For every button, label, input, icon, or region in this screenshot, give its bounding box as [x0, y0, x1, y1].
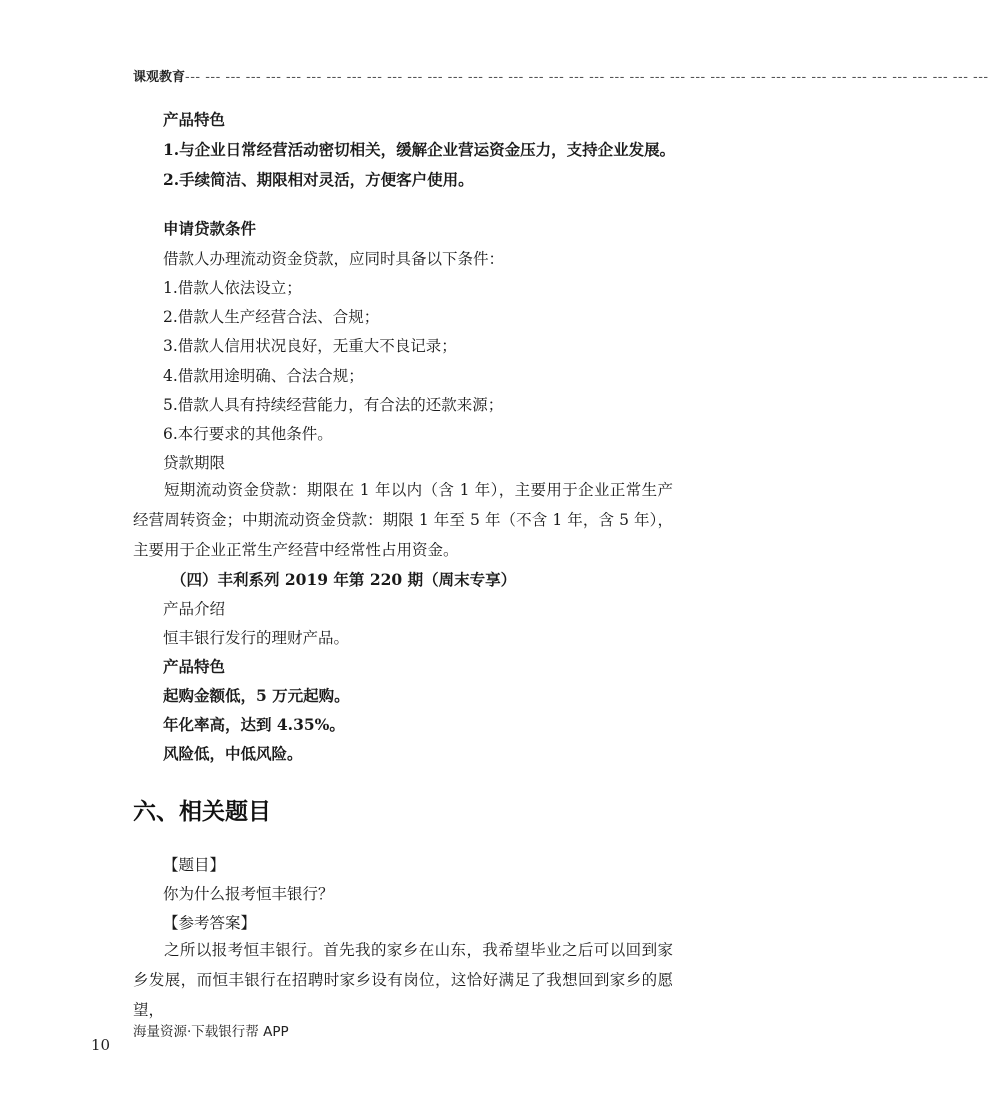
block1-item-1: 1.与企业日常经营活动密切相关，缓解企业营运资金压力，支持企业发展。 — [163, 140, 676, 159]
product-intro-title: 产品介绍 — [163, 600, 226, 618]
condition-item: 2.借款人生产经营合法、合规； — [163, 308, 380, 326]
term-paragraph: 短期流动资金贷款：期限在 1 年以内（含 1 年），主要用于企业正常生产经营周转资金；中期流动资金贷款：期限 1 年至 5 年（不含 1 年，含 5 年），主要用于企业正常生产经营中经常性占用资金。 — [133, 481, 673, 559]
condition-item: 4.借款用途明确、合法合规； — [163, 367, 364, 385]
product-feature-item: 风险低，中低风险。 — [163, 744, 303, 763]
question-text: 你为什么报考恒丰银行？ — [163, 885, 334, 903]
product-heading: （四）丰利系列 2019 年第 220 期（周末专享） — [171, 570, 517, 589]
block1-title: 产品特色 — [163, 110, 226, 129]
condition-item: 1.借款人依法设立； — [163, 279, 302, 297]
condition-item: 3.借款人信用状况良好，无重大不良记录； — [163, 337, 457, 355]
answer-paragraph: 之所以报考恒丰银行。首先我的家乡在山东，我希望毕业之后可以回到家乡发展，而恒丰银行在招聘时家乡设有岗位，这恰好满足了我想回到家乡的愿望， — [133, 941, 673, 1019]
footer-text: 海量资源·下载银行帮 APP — [133, 1024, 289, 1040]
product-feature-title: 产品特色 — [163, 657, 226, 676]
header-brand: 课观教育 — [133, 70, 186, 85]
answer-label: 【参考答案】 — [163, 914, 257, 932]
section-title: 六、相关题目 — [133, 799, 271, 825]
product-intro-text: 恒丰银行发行的理财产品。 — [163, 629, 350, 647]
page-header — [133, 66, 989, 85]
page-number: 10 — [91, 1036, 111, 1054]
header-rule: --- --- --- --- --- --- --- --- --- --- --- --- --- --- --- --- --- --- --- --- --- --- --- --- --- --- --- --- --- --- --- --- --- --- --- --- --- --- --- --- — [185, 70, 989, 85]
block2-intro: 借款人办理流动资金贷款，应同时具备以下条件： — [163, 250, 505, 268]
condition-item: 5.借款人具有持续经营能力，有合法的还款来源； — [163, 396, 504, 414]
product-feature-item: 年化率高，达到 4.35%。 — [163, 715, 345, 734]
term-title: 贷款期限 — [163, 454, 226, 472]
question-label: 【题目】 — [163, 856, 226, 874]
condition-item: 6.本行要求的其他条件。 — [163, 425, 333, 443]
block1-item-2: 2.手续简洁、期限相对灵活，方便客户使用。 — [163, 170, 474, 189]
block2-title: 申请贷款条件 — [163, 219, 257, 238]
product-feature-item: 起购金额低，5 万元起购。 — [163, 686, 350, 705]
